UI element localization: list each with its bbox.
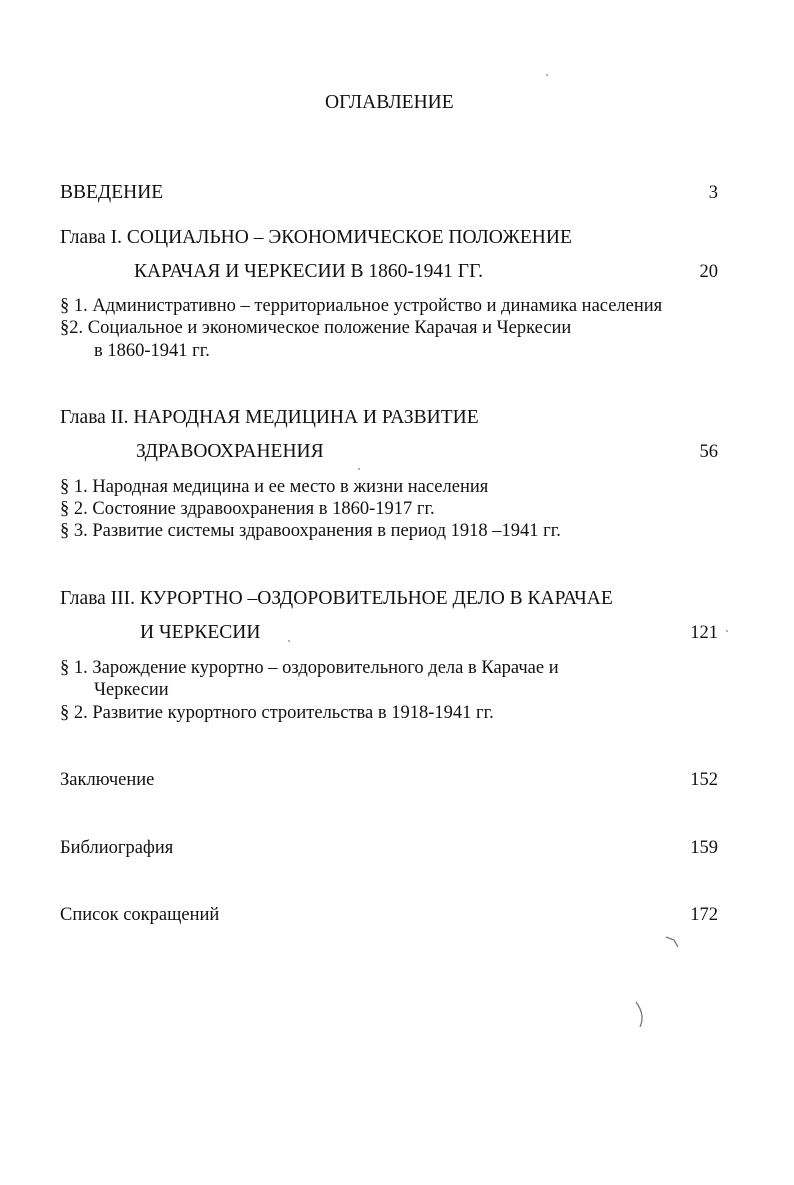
scan-speck bbox=[358, 468, 360, 470]
chapter-2-section-3: § 3. Развитие системы здравоохранения в период 1918 –1941 гг. bbox=[60, 521, 561, 541]
abbreviations-page: 172 bbox=[690, 905, 718, 925]
page-title: ОГЛАВЛЕНИЕ bbox=[325, 92, 454, 113]
chapter-2-section-1: § 1. Народная медицина и ее место в жизни населения bbox=[60, 477, 489, 497]
scan-speck bbox=[288, 640, 290, 642]
chapter-3-title-line1: Глава III. КУРОРТНО –ОЗДОРОВИТЕЛЬНОЕ ДЕЛО В КАРАЧАЕ bbox=[60, 588, 613, 609]
chapter-1-section-1: § 1. Административно – территориальное устройство и динамика населения bbox=[60, 296, 663, 316]
scan-mark bbox=[632, 1000, 650, 1030]
chapter-2-page: 56 bbox=[699, 442, 718, 462]
chapter-3-section-2: § 2. Развитие курортного строительства в 1918-1941 гг. bbox=[60, 703, 494, 723]
scan-mark bbox=[664, 934, 684, 950]
scan-speck bbox=[726, 630, 728, 632]
toc-introduction-page: 3 bbox=[708, 183, 718, 203]
chapter-1-title-line1: Глава I. СОЦИАЛЬНО – ЭКОНОМИЧЕСКОЕ ПОЛОЖЕНИЕ bbox=[60, 227, 572, 248]
chapter-1-page: 20 bbox=[699, 262, 718, 282]
chapter-2-title-line2: ЗДРАВООХРАНЕНИЯ bbox=[136, 441, 324, 462]
chapter-3-title-line2: И ЧЕРКЕСИИ bbox=[140, 622, 261, 643]
scan-speck bbox=[546, 74, 548, 76]
chapter-3-section-1-cont: Черкесии bbox=[94, 680, 169, 700]
chapter-1-section-2-cont: в 1860-1941 гг. bbox=[94, 341, 210, 361]
conclusion-label: Заключение bbox=[60, 770, 155, 790]
bibliography-page: 159 bbox=[690, 838, 718, 858]
bibliography-label: Библиография bbox=[60, 838, 174, 858]
chapter-1-section-2: §2. Социальное и экономическое положение Карачая и Черкесии bbox=[60, 318, 572, 338]
chapter-1-title-line2: КАРАЧАЯ И ЧЕРКЕСИИ В 1860-1941 ГГ. bbox=[134, 261, 484, 282]
chapter-2-title-line1: Глава II. НАРОДНАЯ МЕДИЦИНА И РАЗВИТИЕ bbox=[60, 407, 479, 428]
chapter-3-page: 121 bbox=[690, 623, 718, 643]
abbreviations-label: Список сокращений bbox=[60, 905, 220, 925]
conclusion-page: 152 bbox=[690, 770, 718, 790]
chapter-3-section-1: § 1. Зарождение курортно – оздоровительного дела в Карачае и bbox=[60, 658, 559, 678]
toc-introduction-label: ВВЕДЕНИЕ bbox=[60, 182, 164, 203]
chapter-2-section-2: § 2. Состояние здравоохранения в 1860-1917 гг. bbox=[60, 499, 435, 519]
